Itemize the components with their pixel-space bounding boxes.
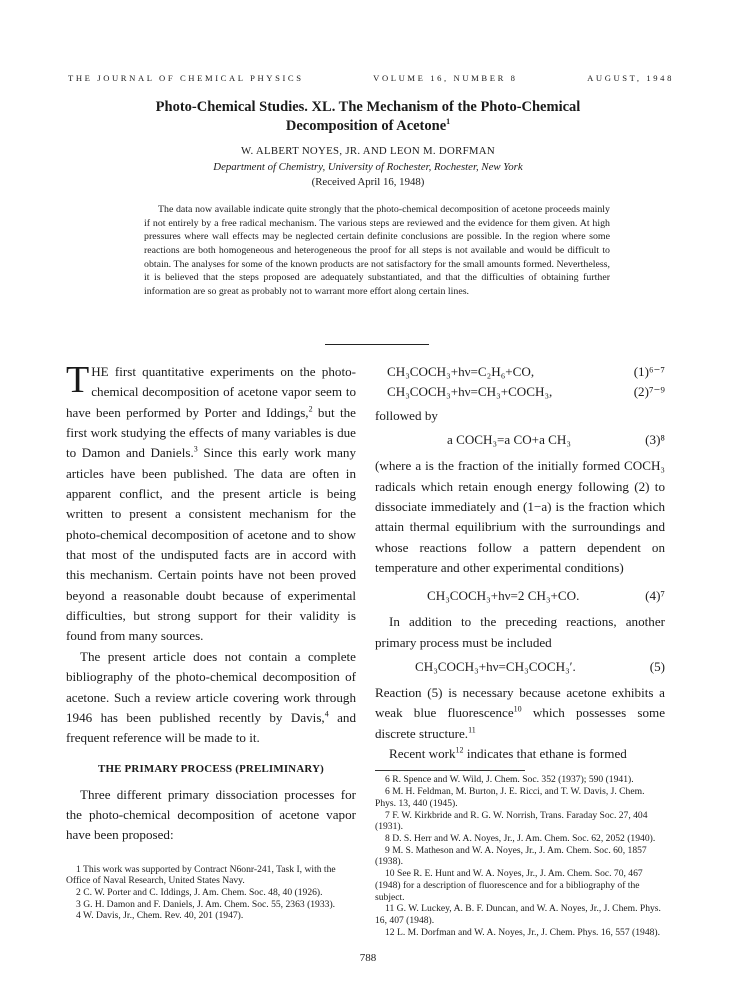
ref-12: 12 [455,745,464,755]
equation-3 [375,430,665,450]
ref-10: 10 [513,705,522,715]
footnote: 11 G. W. Luckey, A. B. F. Duncan, and W. A. Noyes, Jr., J. Chem. Phys. 16, 407 (1948). [375,903,661,926]
footnote: 1 This work was supported by Contract N6onr-241, Task I, with the Office of Naval Research, United States Navy. [66,863,336,887]
reaction5-text-a: Reaction (5) is necessary because acetone exhibits a weak blue fluorescence [375,685,665,721]
footnote: 8 D. S. Herr and W. A. Noyes, Jr., J. Am. Chem. Soc. 62, 2052 (1940). [385,832,656,844]
equation-4 [375,586,665,606]
reaction5-text-b: which possesses some discrete structure. [375,705,666,741]
issue-date: AUGUST, 1948 [587,73,674,83]
ref-4: 4 [324,709,329,719]
ref-3: 3 [193,445,198,455]
volume-info: VOLUME 16, NUMBER 8 [373,73,518,83]
primary-process-paragraph: Three different primary dissociation processes for the photo-chemical decomposition of acetone vapor have been proposed: [66,786,356,843]
bibliography-paragraph [66,647,356,749]
equation-2-number: (2)⁷⁻⁹ [633,384,665,399]
equation-5-number: (5) [649,659,665,675]
right-footnotes [375,774,665,938]
footnote: 6 M. H. Feldman, M. Burton, J. E. Ricci, and T. W. Davis, J. Chem. Phys. 13, 440 (1945). [375,786,645,809]
equation-5-expression: CH₃COCH₃+hν=CH₃COCH₃′. [415,659,576,675]
intro-paragraph [66,359,356,647]
footnote: 2 C. W. Porter and C. Iddings, J. Am. Chem. Soc. 48, 40 (1926). [76,886,323,898]
title-footnote-mark: 1 [446,117,451,127]
footnote: 12 L. M. Dorfman and W. A. Noyes, Jr., J. Chem. Phys. 16, 557 (1948). [385,926,661,938]
reaction5-paragraph [375,683,665,744]
journal-name: THE JOURNAL OF CHEMICAL PHYSICS [68,73,304,83]
footnote: 4 W. Davis, Jr., Chem. Rev. 40, 201 (1947). [76,910,244,922]
section-heading: THE PRIMARY PROCESS (PRELIMINARY) [98,762,324,775]
footnote: 6 R. Spence and W. Wild, J. Chem. Soc. 352 (1937); 590 (1941). [385,774,634,786]
title-line-2 [60,117,676,136]
footnote: 9 M. S. Matheson and W. A. Noyes, Jr., J. Am. Chem. Soc. 60, 1857 (1938). [375,844,647,868]
intro-text-b: but the first work studying the effects of many variables is due to Damon and Daniels. [66,404,356,461]
drop-cap: T [66,359,90,401]
intro-text-c: Since this early work many articles have been published. The data are often in apparent conflict, and the present article is being written to present a consistent mechanism for the photo-chemical decomposition of acetone and to show that most of the undisputed facts are in accord with this mechanism. Certain points have not been proved beyond a reasonable doubt because of experimental difficulties, but strong support for their validity is found from many sources. [66,445,356,644]
recent-text-b: indicates that ethane is formed [463,746,627,762]
intro-text-a: HE first quantitative experiments on the photo-chemical decomposition of acetone vapor seem to have been performed by Porter and Iddings, [66,364,356,420]
page-number: 788 [359,952,377,964]
bib-text-a: The present article does not contain a complete bibliography of the photo-chemical decomposition of acetone. Such a review article covering work through 1946 has been published recently by Davis, [66,648,356,725]
followed-by-text: followed by [375,408,438,423]
equation-3-number: (3)⁸ [645,432,665,448]
bib-text-b: and frequent reference will be made to it. [66,709,356,746]
title-line-2-text: Decomposition of Acetone [285,118,447,134]
footnote: 3 G. H. Damon and F. Daniels, J. Am. Chem. Soc. 55, 2363 (1933). [76,898,336,910]
ref-2: 2 [308,404,313,414]
addition-paragraph: In addition to the preceding reactions, another primary process must be included [375,614,665,650]
affiliation: Department of Chemistry, University of Rochester, Rochester, New York [213,161,523,173]
abstract-divider [325,344,429,345]
recent-text-a: Recent work [389,746,456,762]
recent-work-paragraph [375,744,665,764]
right-column [375,362,665,938]
left-column [66,359,356,922]
equation-1 [375,362,665,382]
article-title [60,98,676,136]
received-date: (Received April 16, 1948) [311,176,425,188]
fraction-definition-paragraph: (where a is the fraction of the initially formed COCH₃ radicals which retain enough energy following (2) to dissociate immediately and (1−a) is the fraction which attain thermal equilibrium with the surroundings and whose reactions follow a pattern dependent on temperature and other experimental conditions) [375,458,665,576]
equation-4-number: (4)⁷ [645,588,665,604]
equation-5 [375,657,665,677]
equation-3-expression: a COCH₃=a CO+a CH₃ [447,432,571,448]
left-footnotes [66,864,356,923]
footnote-divider [375,770,525,771]
authors: W. ALBERT NOYES, JR. AND LEON M. DORFMAN [240,145,495,157]
ref-11: 11 [468,725,476,735]
title-line-1: Photo-Chemical Studies. XL. The Mechanism of the Photo-Chemical [155,99,581,115]
equation-4-expression: CH₃COCH₃+hν=2 CH₃+CO. [427,588,580,604]
running-header [68,73,674,83]
equation-2 [375,382,665,402]
equation-1-number: (1)⁶⁻⁷ [633,364,665,379]
equation-1-expression: CH₃COCH₃+hν=C₂H₆+CO, [387,364,535,379]
equation-2-expression: CH₃COCH₃+hν=CH₃+COCH₃, [387,384,553,399]
footnote: 10 See R. E. Hunt and W. A. Noyes, Jr., J. Am. Chem. Soc. 70, 467 (1948) for a description of fluorescence and for a bibliography of the subject. [375,868,643,903]
footnote: 7 F. W. Kirkbride and R. G. W. Norrish, Trans. Faraday Soc. 27, 404 (1931). [375,809,648,833]
abstract: The data now available indicate quite strongly that the photo-chemical decomposition of acetone proceeds mainly if not entirely by a free radical mechanism. The various steps are reviewed and the evidence for them given. At high pressures where wall effects may be neglected certain definite conclusions are possible. In the region where some reactions are both homogeneous and heterogeneous the proof for all steps is not available and would be difficult to obtain. The analyses for some of the known products are not satisfactory for the small amounts formed. Nevertheless, it is believed that the steps proposed are adequately substantiated, and that the difficulties of obtaining further information are so great as probably not to warrant more effort along certain lines. [144,204,610,297]
